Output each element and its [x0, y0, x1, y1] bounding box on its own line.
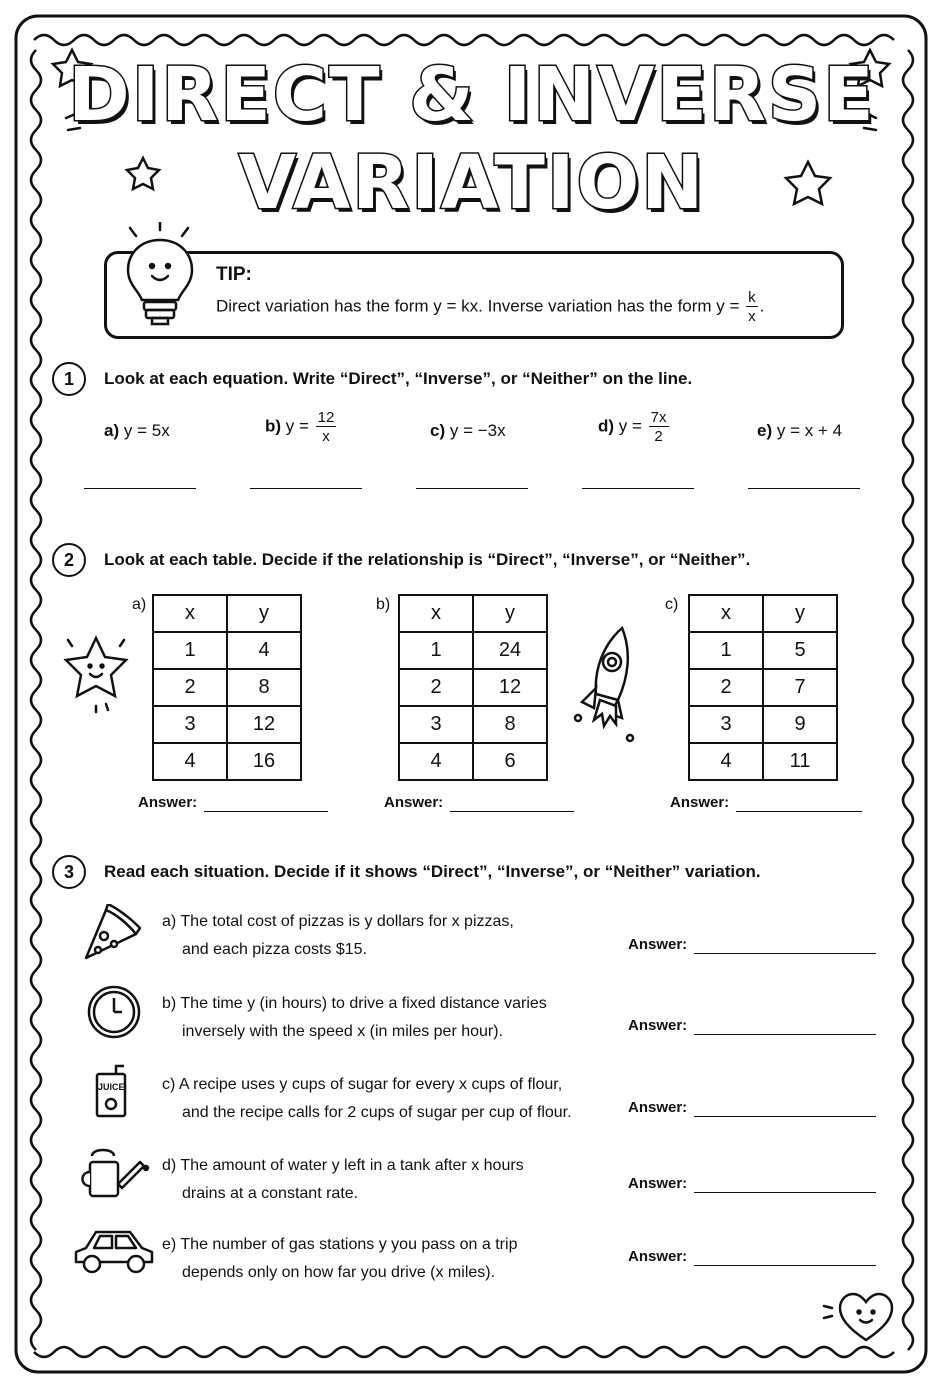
equation-expr: y = x + 4: [776, 421, 843, 440]
table-row: [689, 743, 837, 780]
answer-line-a[interactable]: [84, 488, 196, 489]
situation-b: [162, 990, 547, 1046]
situation-label: b): [162, 995, 177, 1012]
table-a-label: a): [132, 596, 147, 613]
tip-text-main: Direct variation has the form y = kx. Inverse variation has the form y =: [216, 296, 745, 316]
situation-a: [162, 908, 514, 964]
situation-c: [162, 1071, 572, 1127]
section-3-heading: Read each situation. Decide if it shows “Direct”, “Inverse”, or “Neither” variation.: [104, 862, 761, 881]
table-row: [153, 706, 301, 743]
table-row: [399, 632, 547, 669]
answer-line-d[interactable]: [582, 488, 694, 489]
situation-d-answer-label: Answer:: [628, 1175, 688, 1192]
table-row: [689, 706, 837, 743]
situation-line1: The time y (in hours) to drive a fixed distance varies: [180, 995, 547, 1012]
table-row: [399, 743, 547, 780]
situation-line1: A recipe uses y cups of sugar for every x cups of flour,: [178, 1076, 563, 1093]
fraction-denominator: 2: [654, 428, 663, 445]
table-cell: 1: [720, 639, 732, 661]
page-title: DIRECT & INVERSE: [68, 52, 876, 138]
table-row: [399, 669, 547, 706]
table-cell: 4: [689, 743, 763, 780]
table-cell: 5: [763, 632, 837, 669]
table-cell: 12: [473, 669, 547, 706]
situation-label: e): [162, 1236, 177, 1253]
juice-box-label: JUICE: [98, 1082, 125, 1092]
table-cell: 4: [399, 743, 473, 780]
equation-label: d): [598, 416, 615, 436]
table-cell: 7: [763, 669, 837, 706]
table-cell: 4: [153, 743, 227, 780]
situation-line2: and each pizza costs $15.: [182, 941, 368, 958]
table-header: x: [153, 595, 227, 632]
table-cell: 12: [227, 706, 301, 743]
equation-e: [757, 421, 842, 441]
tip-text: [216, 290, 764, 324]
situation-label: a): [162, 913, 177, 930]
table-a: [152, 594, 302, 781]
situation-line1: The total cost of pizzas is y dollars for x pizzas,: [180, 913, 514, 930]
answer-line-e[interactable]: [748, 488, 860, 489]
table-b: [398, 594, 548, 781]
heart-icon: [820, 1286, 900, 1346]
situation-label: c): [162, 1076, 176, 1093]
table-cell: 4: [227, 632, 301, 669]
situation-line1: The number of gas stations y you pass on a trip: [180, 1236, 518, 1253]
situation-line1: The amount of water y left in a tank after x hours: [180, 1157, 524, 1174]
situation-b-answer-line[interactable]: [694, 1034, 876, 1035]
table-cell: 8: [473, 706, 547, 743]
fraction-numerator: 12: [317, 409, 335, 426]
situation-label: d): [162, 1157, 177, 1174]
table-row: [689, 669, 837, 706]
equation-fraction: [649, 410, 669, 444]
equation-expr: y =: [285, 416, 314, 436]
table-b-answer-label: Answer:: [384, 794, 444, 811]
tip-text-end: .: [759, 296, 765, 316]
pizza-icon: [80, 904, 142, 964]
car-icon: [72, 1224, 156, 1280]
equation-fraction: [316, 410, 337, 444]
situation-a-answer-label: Answer:: [628, 936, 688, 953]
table-cell: 3: [153, 706, 227, 743]
table-cell: 3: [689, 706, 763, 743]
table-a-answer-line[interactable]: [204, 811, 328, 812]
fraction-denominator: x: [322, 428, 330, 445]
section-3-number: 3: [52, 855, 86, 889]
table-b-label: b): [376, 596, 391, 613]
rocket-icon: [572, 620, 652, 750]
equation-label: b): [265, 416, 282, 436]
fraction-denominator: x: [748, 308, 756, 325]
table-header: y: [473, 595, 547, 632]
situation-e-answer-line[interactable]: [694, 1265, 876, 1266]
table-c-answer-label: Answer:: [670, 794, 730, 811]
table-cell: 3: [399, 706, 473, 743]
answer-line-b[interactable]: [250, 488, 362, 489]
table-row: [153, 669, 301, 706]
table-cell: 11: [763, 743, 837, 780]
equation-expr: y =: [618, 416, 647, 436]
table-cell: 2: [689, 669, 763, 706]
table-cell: 24: [473, 632, 547, 669]
fraction-numerator: 7x: [650, 409, 667, 426]
table-row: [399, 706, 547, 743]
table-row: [689, 632, 837, 669]
table-cell: 8: [227, 669, 301, 706]
table-header: y: [227, 595, 301, 632]
equation-expr: y = −3x: [449, 421, 506, 440]
juice-box-icon: [94, 1064, 130, 1118]
table-cell: 16: [227, 743, 301, 780]
table-c-answer-line[interactable]: [736, 811, 862, 812]
table-c-label: c): [665, 596, 679, 613]
table-header: x: [689, 595, 763, 632]
lightbulb-icon: [116, 222, 206, 332]
situation-c-answer-line[interactable]: [694, 1116, 876, 1117]
equation-expr: y = 5x: [123, 421, 170, 440]
situation-c-answer-label: Answer:: [628, 1099, 688, 1116]
situation-d: [162, 1152, 524, 1208]
table-row: [153, 632, 301, 669]
equation-label: a): [104, 421, 120, 440]
situation-line2: drains at a constant rate.: [182, 1185, 359, 1202]
equation-b: [265, 410, 338, 444]
situation-a-answer-line[interactable]: [694, 953, 876, 954]
section-1-heading: Look at each equation. Write “Direct”, “Inverse”, or “Neither” on the line.: [104, 369, 693, 388]
situation-e-answer-label: Answer:: [628, 1248, 688, 1265]
equation-label: c): [430, 421, 446, 440]
table-cell: 1: [184, 639, 196, 661]
situation-line2: inversely with the speed x (in miles per hour).: [182, 1023, 504, 1040]
section-2-heading: Look at each table. Decide if the relationship is “Direct”, “Inverse”, or “Neither”.: [104, 550, 751, 569]
fraction-numerator: k: [748, 289, 756, 306]
situation-e: [162, 1231, 517, 1287]
watering-can-icon: [76, 1146, 150, 1202]
answer-line-c[interactable]: [416, 488, 528, 489]
equation-a: [104, 421, 170, 441]
table-b-answer-line[interactable]: [450, 811, 574, 812]
table-cell: 9: [763, 706, 837, 743]
table-c: [688, 594, 838, 781]
table-cell: 2: [399, 669, 473, 706]
tip-fraction: [746, 290, 758, 324]
situation-d-answer-line[interactable]: [694, 1192, 876, 1193]
equation-c: [430, 421, 506, 441]
table-row: [153, 743, 301, 780]
table-cell: 1: [430, 639, 442, 661]
table-header: x: [399, 595, 473, 632]
page-subtitle: VARIATION: [238, 140, 706, 226]
situation-line2: and the recipe calls for 2 cups of sugar per cup of flour.: [182, 1104, 572, 1121]
section-1-number: 1: [52, 362, 86, 396]
situation-b-answer-label: Answer:: [628, 1017, 688, 1034]
smiling-star-icon: [56, 630, 138, 714]
table-cell: 2: [153, 669, 227, 706]
equation-d: [598, 410, 671, 444]
equation-label: e): [757, 421, 773, 440]
table-header: y: [763, 595, 837, 632]
clock-icon: [86, 984, 142, 1040]
tip-title: TIP:: [216, 264, 252, 285]
table-cell: 6: [473, 743, 547, 780]
table-a-answer-label: Answer:: [138, 794, 198, 811]
section-2-number: 2: [52, 543, 86, 577]
situation-line2: depends only on how far you drive (x miles).: [182, 1264, 496, 1281]
